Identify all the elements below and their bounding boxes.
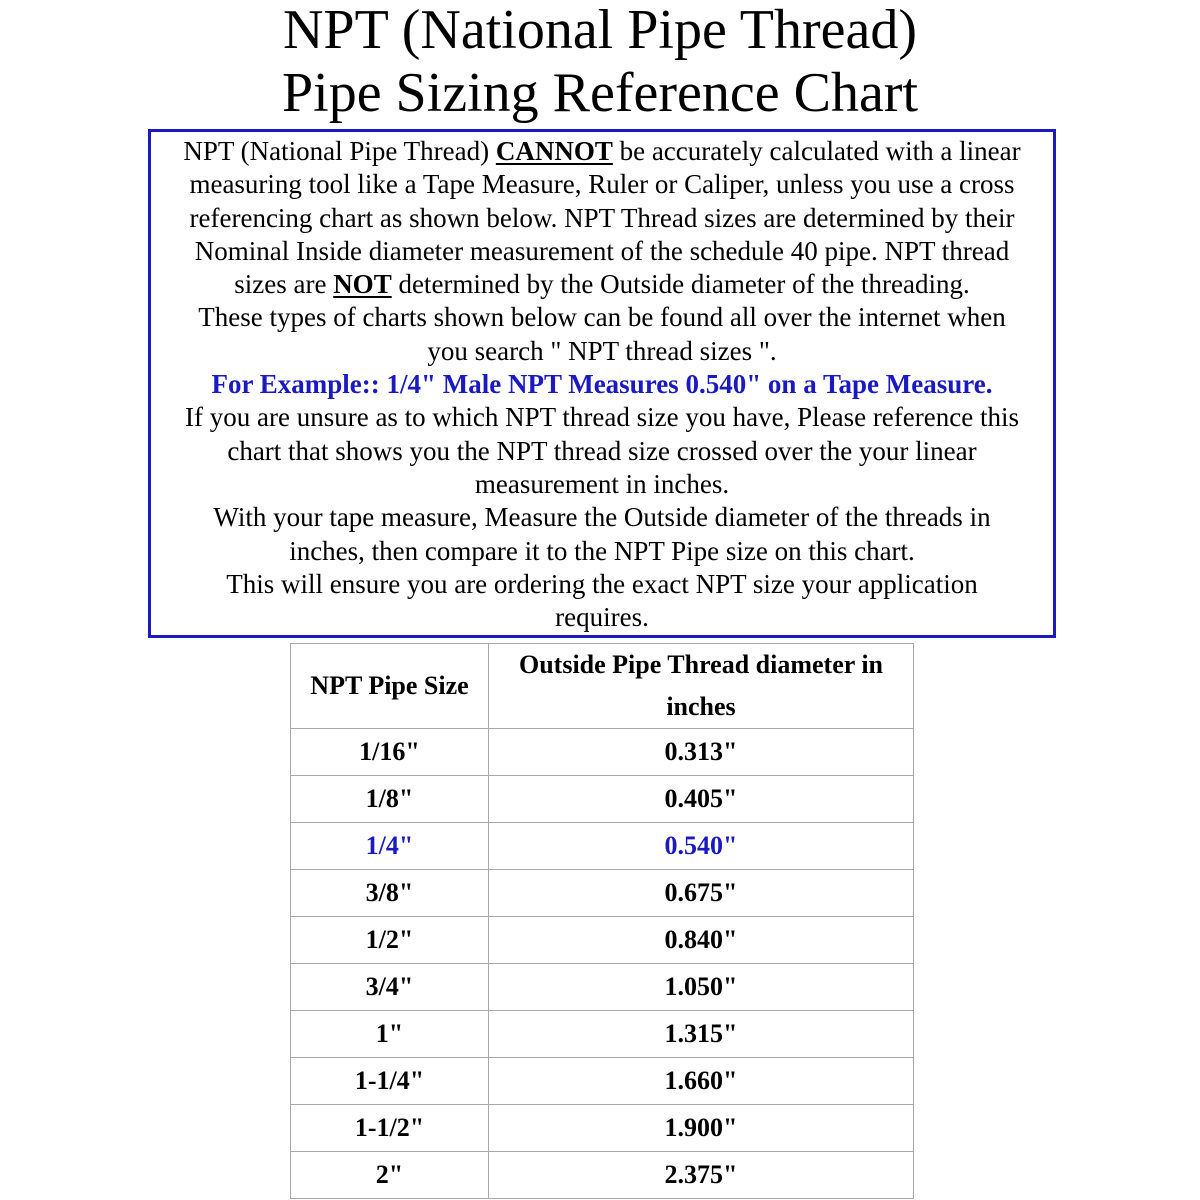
cell-outside-diameter: 1.900" <box>489 1105 914 1152</box>
table-row <box>291 823 914 870</box>
cell-pipe-size: 2" <box>291 1152 489 1199</box>
cell-outside-diameter: 0.840" <box>489 917 914 964</box>
emphasis-not: NOT <box>333 269 392 300</box>
cell-outside-diameter: 1.660" <box>489 1058 914 1105</box>
text: be accurately calculated with a linear <box>612 136 1021 166</box>
table-row <box>291 729 914 776</box>
header-text: Outside Pipe Thread diameter in inches <box>518 650 884 721</box>
intro-line: chart that shows you the NPT thread size crossed over the your linear <box>227 435 977 466</box>
cell-pipe-size: 1/4" <box>291 823 489 870</box>
intro-line: measuring tool like a Tape Measure, Ruler or Caliper, unless you use a cross <box>189 169 1015 200</box>
cell-outside-diameter: 2.375" <box>489 1152 914 1199</box>
table-row <box>291 776 914 823</box>
intro-line: These types of charts shown below can be found all over the internet when <box>198 302 1006 333</box>
page-title-line-2: Pipe Sizing Reference Chart <box>281 62 918 124</box>
npt-size-table <box>290 643 914 1199</box>
page-title-line-1: NPT (National Pipe Thread) <box>282 0 918 61</box>
cell-pipe-size: 1/16" <box>291 729 489 776</box>
cell-pipe-size: 1/2" <box>291 917 489 964</box>
cell-outside-diameter: 1.315" <box>489 1011 914 1058</box>
header-outside-diameter <box>489 644 914 729</box>
intro-line: If you are unsure as to which NPT thread size you have, Please reference this <box>185 402 1019 433</box>
text: NPT (National Pipe Thread) <box>183 136 496 166</box>
cell-pipe-size: 3/4" <box>291 964 489 1011</box>
cell-outside-diameter: 1.050" <box>489 964 914 1011</box>
intro-box <box>148 129 1056 638</box>
intro-line <box>151 268 1053 301</box>
table-row <box>291 870 914 917</box>
header-npt-pipe-size: NPT Pipe Size <box>291 644 489 729</box>
intro-line: you search " NPT thread sizes ". <box>427 335 777 366</box>
example-line: For Example:: 1/4" Male NPT Measures 0.540" on a Tape Measure. <box>211 369 993 400</box>
intro-line: Nominal Inside diameter measurement of the schedule 40 pipe. NPT thread <box>194 235 1010 266</box>
cell-pipe-size: 1" <box>291 1011 489 1058</box>
table-header-row <box>291 644 914 729</box>
cell-pipe-size: 1-1/4" <box>291 1058 489 1105</box>
intro-line: measurement in inches. <box>474 468 730 499</box>
intro-line: This will ensure you are ordering the exact NPT size your application <box>226 568 978 599</box>
table-row <box>291 1152 914 1199</box>
intro-line: requires. <box>555 602 649 633</box>
intro-line: With your tape measure, Measure the Outside diameter of the threads in <box>213 502 991 533</box>
emphasis-cannot: CANNOT <box>495 136 613 166</box>
table-row <box>291 964 914 1011</box>
cell-pipe-size: 1/8" <box>291 776 489 823</box>
intro-line: referencing chart as shown below. NPT Thread sizes are determined by their <box>189 202 1015 233</box>
cell-pipe-size: 1-1/2" <box>291 1105 489 1152</box>
table-row <box>291 1105 914 1152</box>
cell-pipe-size: 3/8" <box>291 870 489 917</box>
cell-outside-diameter: 0.675" <box>489 870 914 917</box>
intro-line <box>151 135 1053 168</box>
table-row <box>291 1058 914 1105</box>
intro-line: inches, then compare it to the NPT Pipe size on this chart. <box>289 535 915 566</box>
table-row <box>291 917 914 964</box>
cell-outside-diameter: 0.313" <box>489 729 914 776</box>
intro-text <box>151 135 1053 634</box>
table-row <box>291 1011 914 1058</box>
cell-outside-diameter: 0.540" <box>489 823 914 870</box>
text: sizes are <box>234 269 334 300</box>
cell-outside-diameter: 0.405" <box>489 776 914 823</box>
text: determined by the Outside diameter of the threading. <box>391 269 970 300</box>
